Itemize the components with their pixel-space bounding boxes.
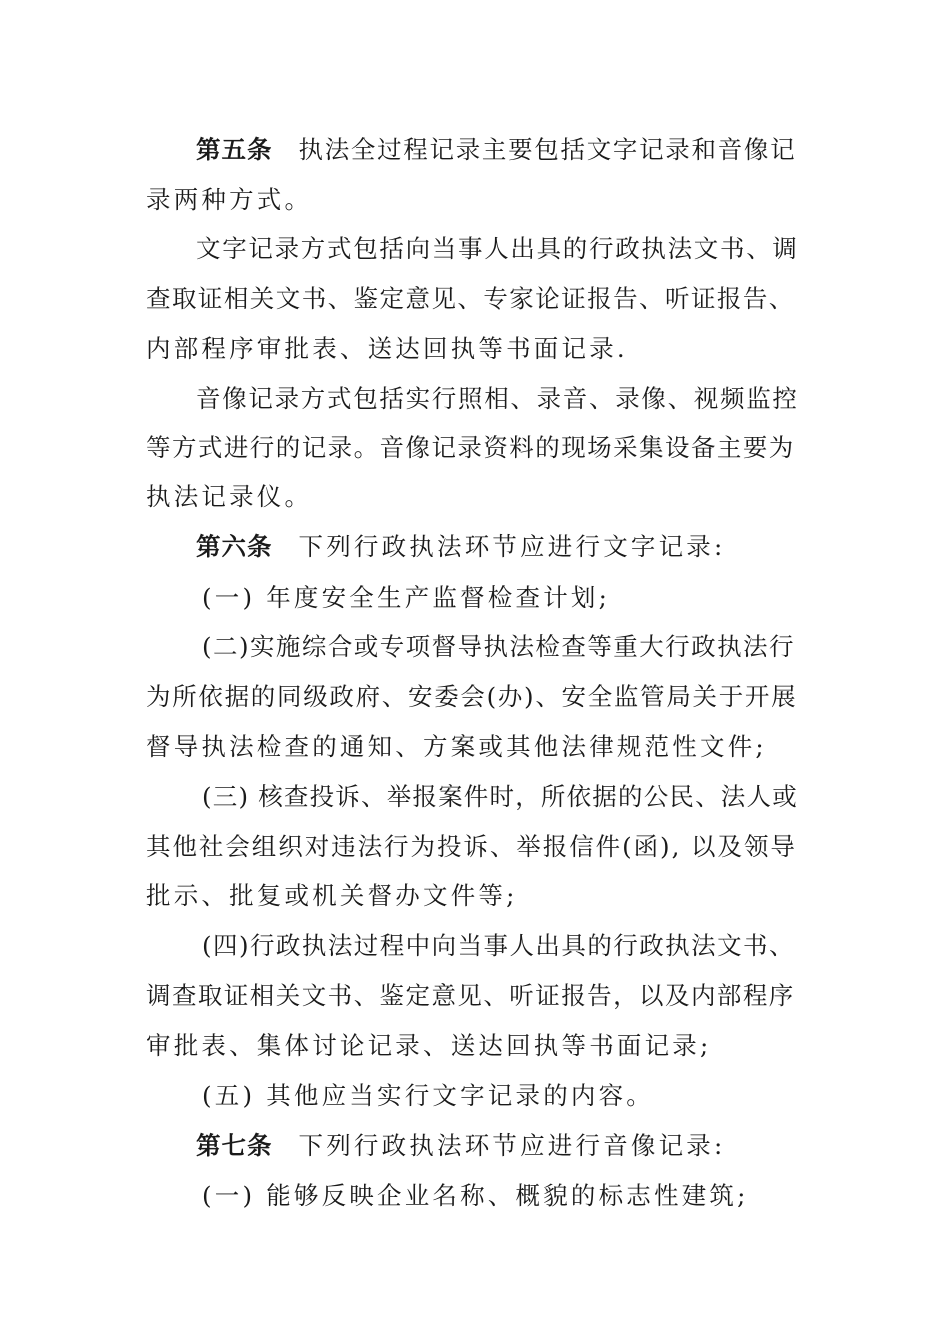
article-5-line-2: 录两种方式。 [146,185,313,214]
article-5-heading: 第五条 [196,135,273,164]
article-6-item-2-line-3: 督导执法检查的通知、方案或其他法律规范性文件; [146,732,767,761]
article-6-item-2-line-2: 为所依据的同级政府、安委会(办)、安全监管局关于开展 [146,682,798,711]
article-6-item-1: (一) 年度安全生产监督检查计划; [202,583,611,612]
article-6-item-4-line-1: (四)行政执法过程中向当事人出具的行政执法文书、 [202,931,795,960]
article-6-item-4-line-2: 调查取证相关文书、鉴定意见、听证报告，以及内部程序 [146,981,795,1010]
article-6-line-1 [196,527,725,567]
article-5-para2-line-3: 内部程序审批表、送达回执等书面记录. [146,334,628,363]
article-6-heading: 第六条 [196,532,273,561]
article-7-heading: 第七条 [196,1131,273,1160]
article-5-para3-line-3: 执法记录仪。 [146,482,313,511]
article-5-para2-line-1: 文字记录方式包括向当事人出具的行政执法文书、调 [196,234,799,263]
article-6-item-3-line-2: 其他社会组织对违法行为投诉、举报信件(函), 以及领导 [146,832,797,861]
article-5-line-1 [196,130,796,170]
article-6-item-4-line-3: 审批表、集体讨论记录、送达回执等书面记录; [146,1031,712,1060]
article-6-item-2-line-1: (二)实施综合或专项督导执法检查等重大行政执法行 [202,632,795,661]
article-6-item-5: (五) 其他应当实行文字记录的内容。 [202,1081,655,1110]
article-7-intro: 下列行政执法环节应进行音像记录: [298,1131,726,1160]
article-7-line-1 [196,1126,725,1166]
article-5-para3-line-2: 等方式进行的记录。音像记录资料的现场采集设备主要为 [146,433,795,462]
article-6-item-3-line-1: (三) 核查投诉、举报案件时，所依据的公民、法人或 [202,782,798,811]
article-5-para3-line-1: 音像记录方式包括实行照相、录音、录像、视频监控 [196,384,799,413]
article-6-item-3-line-3: 批示、批复或机关督办文件等; [146,881,518,910]
article-5-para2-line-2: 查取证相关文书、鉴定意见、专家论证报告、听证报告、 [146,284,795,313]
article-7-item-1: (一) 能够反映企业名称、概貌的标志性建筑; [202,1181,749,1210]
article-6-intro: 下列行政执法环节应进行文字记录: [298,532,726,561]
article-5-text: 执法全过程记录主要包括文字记录和音像记 [298,135,797,164]
